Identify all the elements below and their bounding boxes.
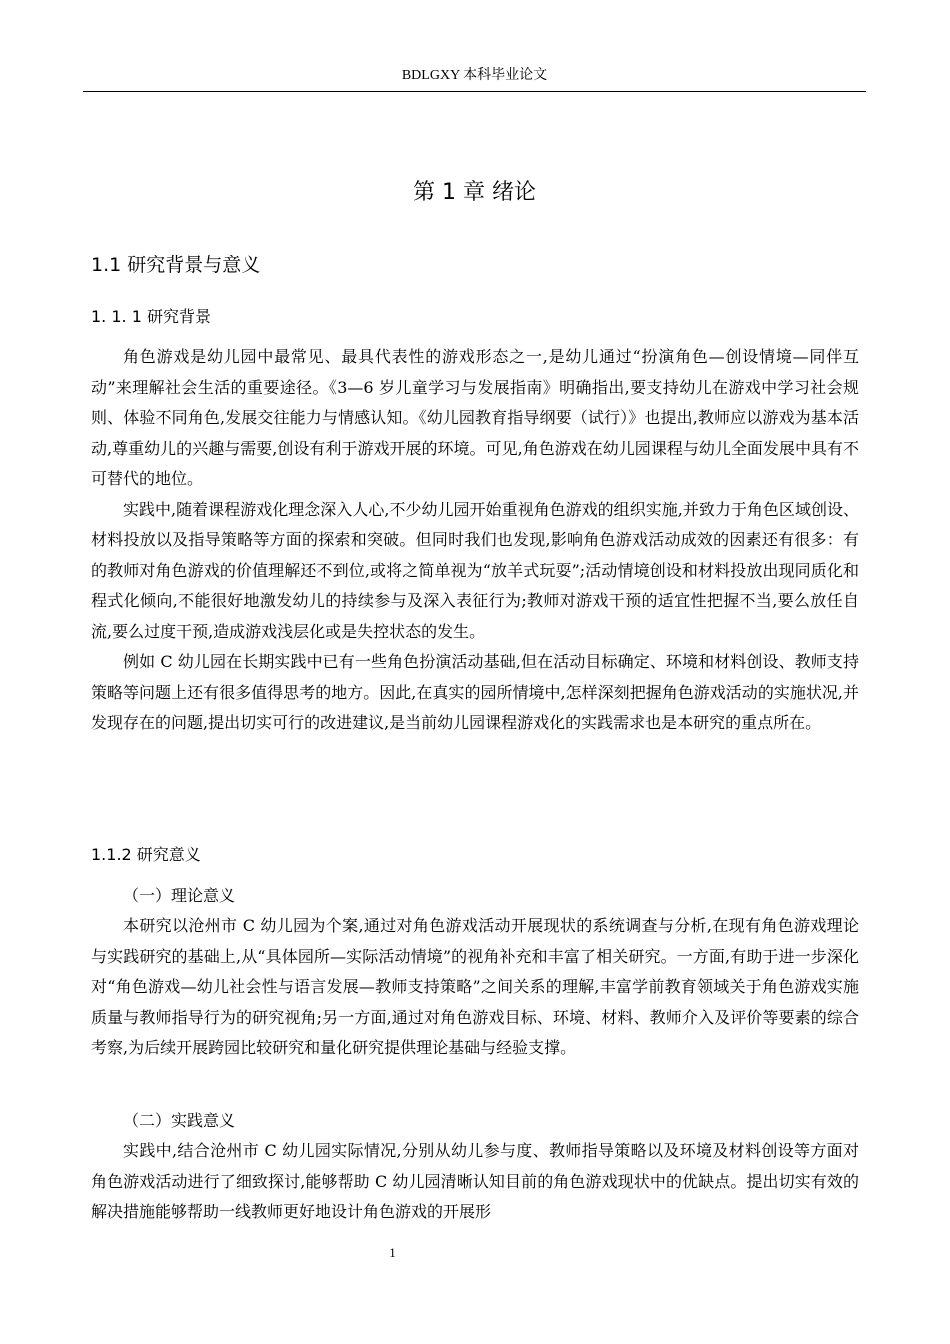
page-number: 1 bbox=[389, 1245, 396, 1260]
background-paragraph-2: 实践中,随着课程游戏化理念深入人心,不少幼儿园开始重视角色游戏的组织实施,并致力于角色区域创设、材料投放以及指导策略等方面的探索和突破。但同时我们也发现,影响角色游戏活动成效的因素还有很多：有的教师对角色游戏的价值理解还不到位,或将之简单视为“放羊式玩耍”;活动情境创设和材料投放出现同质化和程式化倾向,不能很好地激发幼儿的持续参与及深入表征行为;教师对游戏干预的适宜性把握不当,要么放任自流,要么过度干预,造成游戏浅层化或是失控状态的发生。 bbox=[91, 499, 859, 641]
theory-significance-heading: （一）理论意义 bbox=[123, 886, 236, 905]
chapter-title: 第 1 章 绪论 bbox=[413, 180, 536, 205]
background-paragraph-3: 例如 C 幼儿园在长期实践中已有一些角色扮演活动基础,但在活动目标确定、环境和材料创设、教师支持策略等问题上还有很多值得思考的地方。因此,在真实的园所情境中,怎样深刻把握角色游戏活动的实施状况,并发现存在的问题,提出切实可行的改进建议,是当前幼儿园课程游戏化的实践需求也是本研究的重点所在。 bbox=[91, 652, 859, 732]
practice-significance-paragraph: 实践中,结合沧州市 C 幼儿园实际情况,分别从幼儿参与度、教师指导策略以及环境及材料创设等方面对角色游戏活动进行了细致探讨,能够帮助 C 幼儿园清晰认知目前的角色游戏现状中的优缺点。提出切实有效的解决措施能够帮助一线教师更好地设计角色游戏的开展形 bbox=[91, 1141, 859, 1221]
theory-significance-paragraph: 本研究以沧州市 C 幼儿园为个案,通过对角色游戏活动开展现状的系统调查与分析,在现有角色游戏理论与实践研究的基础上,从“具体园所—实际活动情境”的视角补充和丰富了相关研究。一方面,有助于进一步深化对“角色游戏—幼儿社会性与语言发展—教师支持策略”之间关系的理解,丰富学前教育领域关于角色游戏实施质量与教师指导行为的研究视角;另一方面,通过对角色游戏目标、环境、材料、教师介入及评价等要素的综合考察,为后续开展跨园比较研究和量化研究提供理论基础与经验支撑。 bbox=[91, 916, 859, 1057]
subsection-title-1-1-2: 1.1.2 研究意义 bbox=[91, 845, 201, 864]
running-header: BDLGXY 本科毕业论文 bbox=[401, 68, 548, 83]
theory-significance-block bbox=[91, 911, 859, 1064]
practice-significance-heading: （二）实践意义 bbox=[123, 1111, 236, 1130]
section-title-1-1: 1.1 研究背景与意义 bbox=[91, 254, 261, 276]
subsection-title-1-1-1: 1. 1. 1 研究背景 bbox=[91, 307, 211, 326]
background-paragraph-1: 角色游戏是幼儿园中最常见、最具代表性的游戏形态之一,是幼儿通过“扮演角色—创设情境—同伴互动”来理解社会生活的重要途径。《3—6 岁儿童学习与发展指南》明确指出,要支持幼儿在游戏中学习社会规则、体验不同角色,发展交往能力与情感认知。《幼儿园教育指导纲要（试行）》也提出,教师应以游戏为基本活动,尊重幼儿的兴趣与需要,创设有利于游戏开展的环境。可见,角色游戏在幼儿园课程与幼儿全面发展中具有不可替代的地位。 bbox=[91, 347, 859, 488]
background-paragraphs bbox=[91, 342, 859, 739]
practice-significance-block bbox=[91, 1136, 859, 1228]
header-rule bbox=[83, 91, 866, 92]
